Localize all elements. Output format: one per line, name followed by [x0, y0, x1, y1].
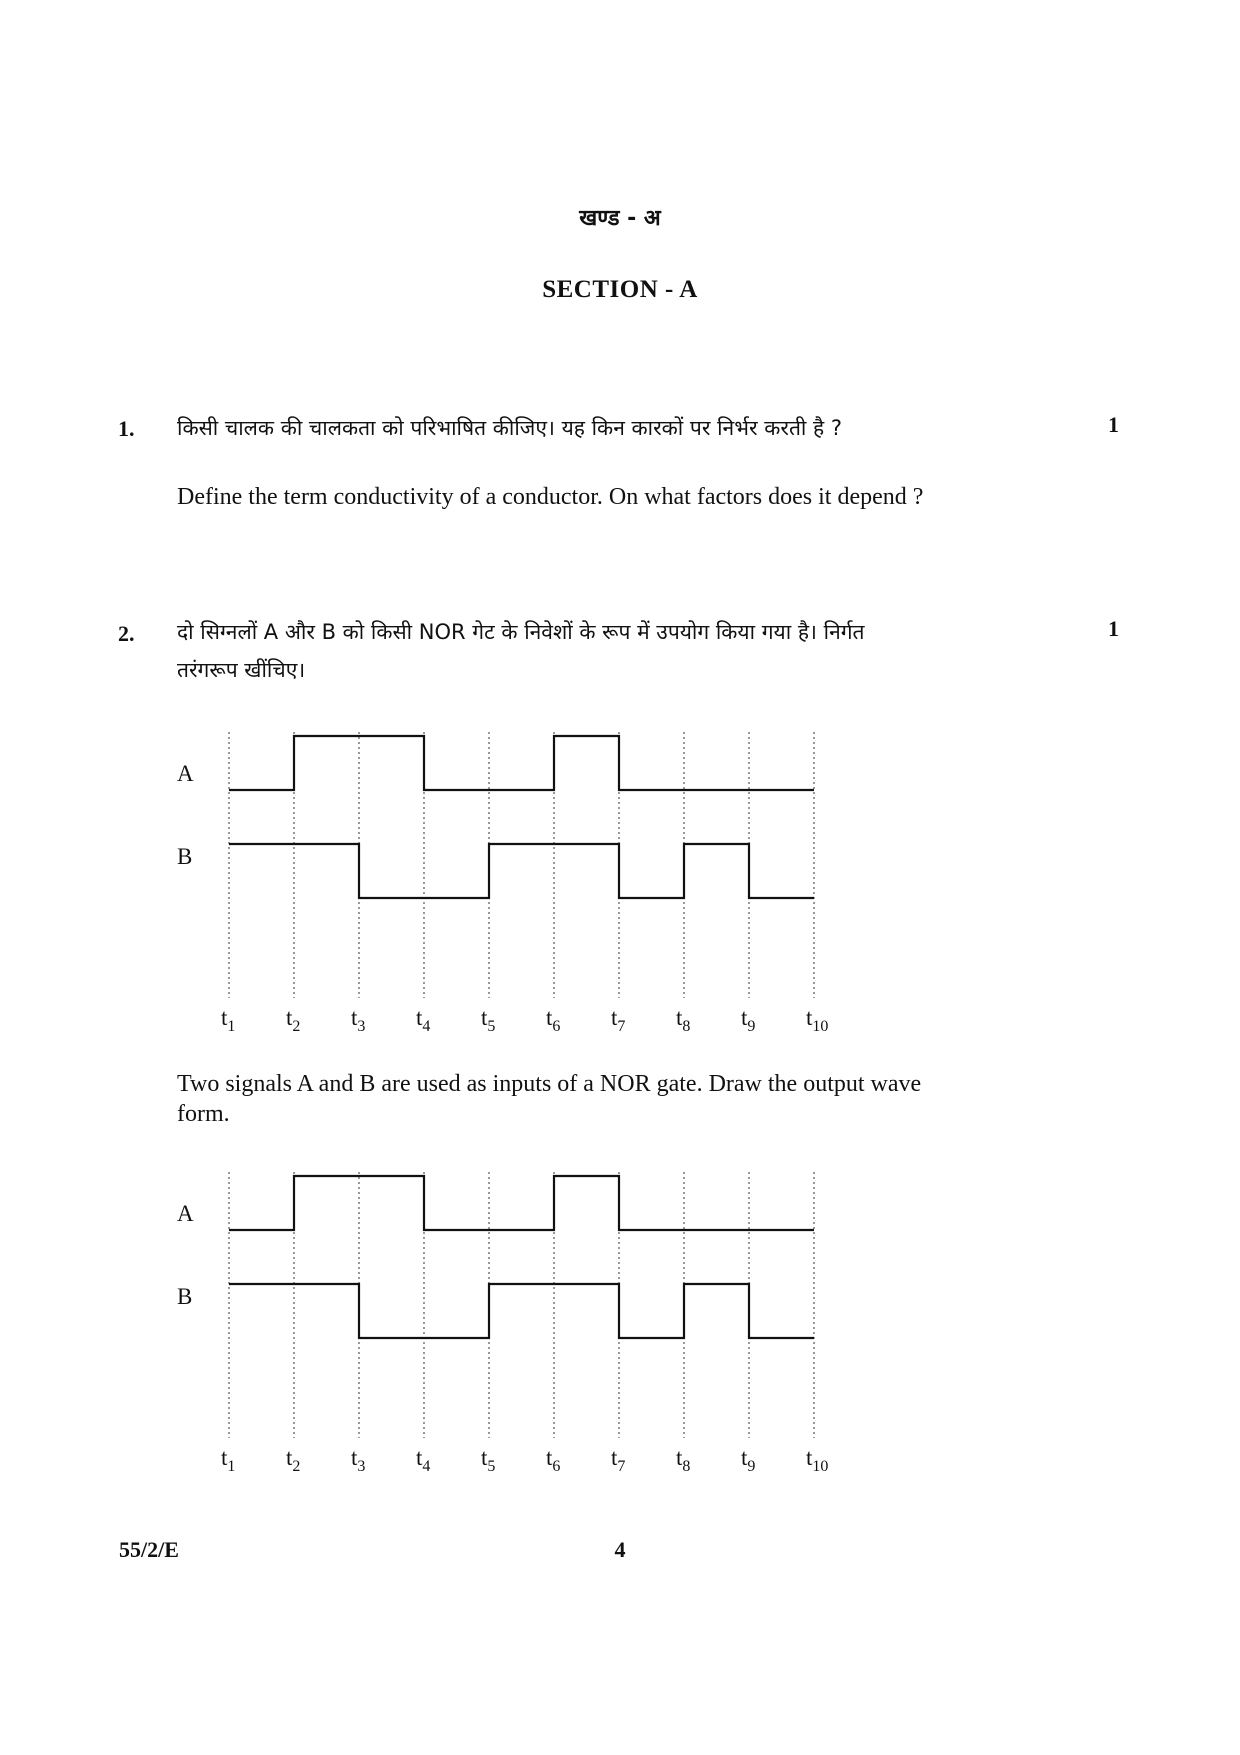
time-label: $t_6$ — [546, 1005, 561, 1035]
section-hindi-title: खण्ड - अ — [579, 206, 661, 231]
section-title: SECTION - A — [542, 276, 698, 303]
time-label: $t_5$ — [481, 1445, 496, 1475]
paper-code: 55/2/E — [119, 1537, 179, 1562]
signal-a-trace — [229, 1176, 814, 1230]
time-label: $t_7$ — [611, 1445, 626, 1475]
question-1-english: Define the term conductivity of a conductor. On what factors does it depend ? — [177, 484, 924, 510]
time-label: $t_7$ — [611, 1005, 626, 1035]
signal-a-trace — [229, 736, 814, 790]
time-label: $t_1$ — [221, 1005, 236, 1035]
time-label: $t_5$ — [481, 1005, 496, 1035]
time-label: $t_2$ — [286, 1445, 301, 1475]
question-1-number: 1. — [118, 416, 135, 441]
question-1-marks: 1 — [1108, 412, 1119, 437]
waveform-diagram-hindi — [0, 720, 1240, 1050]
time-label: $t_{10}$ — [806, 1005, 829, 1035]
page-number: 4 — [614, 1537, 626, 1562]
time-label: $t_6$ — [546, 1445, 561, 1475]
signal-b-trace — [229, 844, 814, 898]
time-label: $t_3$ — [351, 1005, 366, 1035]
question-2-hindi-line2: तरंगरूप खींचिए। — [177, 658, 306, 682]
question-2-hindi-line1: दो सिग्नलों A और B को किसी NOR गेट के निवेशों के रूप में उपयोग किया गया है। निर्गत — [177, 620, 865, 644]
question-2-english-line1: Two signals A and B are used as inputs of a NOR gate. Draw the output wave — [177, 1071, 922, 1097]
waveform-diagram-english — [0, 1160, 1240, 1490]
signal-b-trace — [229, 1284, 814, 1338]
time-label: $t_4$ — [416, 1005, 431, 1035]
question-2-english-line2: form. — [177, 1101, 230, 1127]
time-label: $t_2$ — [286, 1005, 301, 1035]
time-label: $t_1$ — [221, 1445, 236, 1475]
question-2-number: 2. — [118, 621, 135, 646]
time-label: $t_8$ — [676, 1005, 691, 1035]
signal-a-label: A — [177, 761, 194, 786]
signal-b-label: B — [177, 1284, 193, 1309]
time-label: $t_8$ — [676, 1445, 691, 1475]
question-1-hindi: किसी चालक की चालकता को परिभाषित कीजिए। यह किन कारकों पर निर्भर करती है ? — [177, 416, 843, 440]
time-label: $t_9$ — [741, 1005, 756, 1035]
time-label: $t_4$ — [416, 1445, 431, 1475]
question-2-marks: 1 — [1108, 616, 1119, 641]
signal-b-label: B — [177, 844, 193, 869]
time-label: $t_{10}$ — [806, 1445, 829, 1475]
time-label: $t_9$ — [741, 1445, 756, 1475]
time-label: $t_3$ — [351, 1445, 366, 1475]
signal-a-label: A — [177, 1201, 194, 1226]
